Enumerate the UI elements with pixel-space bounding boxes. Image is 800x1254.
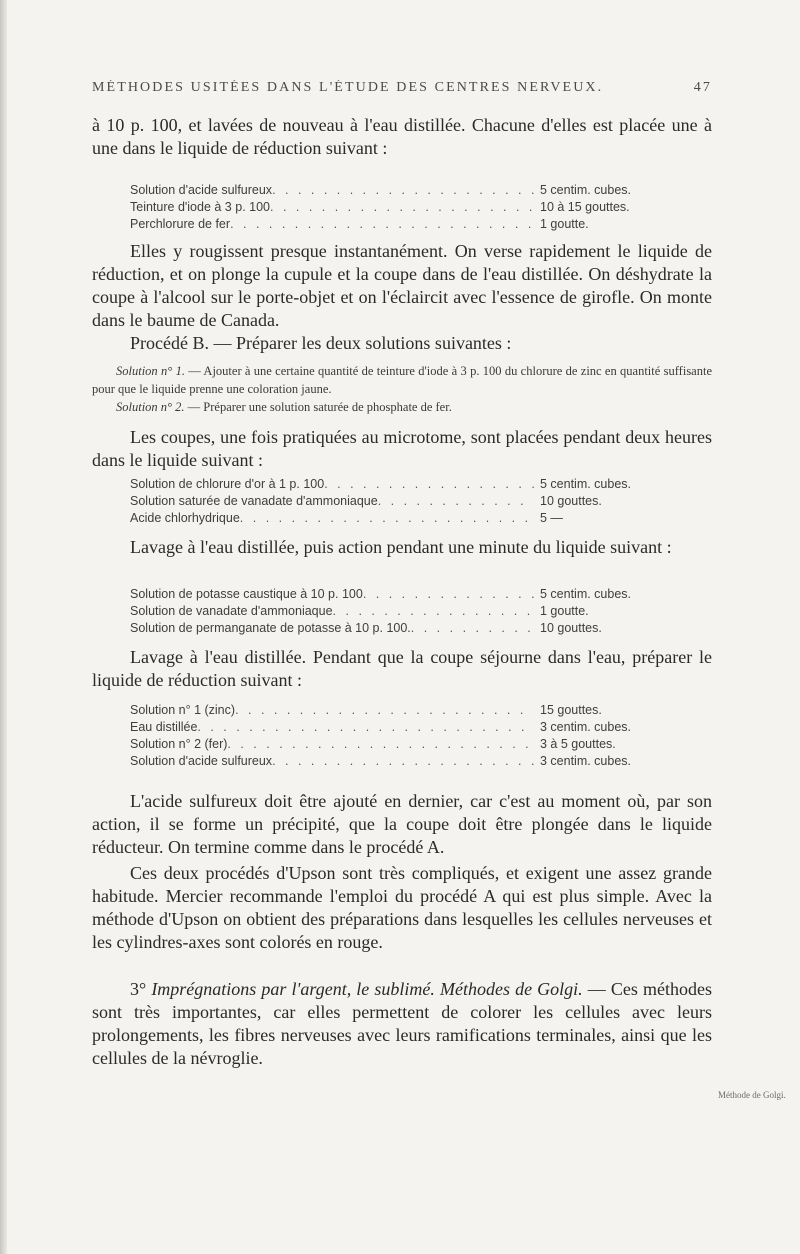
solution-2-label: Solution n° 2. [116, 400, 185, 414]
recipe-row [130, 510, 690, 527]
solution-2-note [92, 398, 712, 416]
paragraph-8: Ces deux procédés d'Upson sont très compliqués, et exigent une assez grande habitude. Mercier recommande l'emploi du procédé A qui est plus simple. Avec la méthode d'Upson on obtient des préparations dans lesquelles les cellules nerveuses et les cylindres-axes sont colorés en rouge. [92, 863, 712, 952]
recipe-row [130, 753, 690, 770]
recipe-quantity: 3 à 5 gouttes. [540, 737, 616, 751]
recipe-quantity: 1 goutte. [540, 217, 589, 231]
paragraph-4: Les coupes, une fois pratiquées au microtome, sont placées pendant deux heures dans le liquide suivant : [92, 427, 712, 470]
leader-dots [270, 199, 534, 216]
page-number: 47 [693, 80, 712, 95]
solution-1-label: Solution n° 1. [116, 364, 185, 378]
paragraph-3: Procédé B. — Préparer les deux solutions suivantes : [130, 333, 512, 353]
recipe-1 [130, 182, 690, 233]
recipe-ingredient: Solution saturée de vanadate d'ammoniaque [130, 494, 378, 508]
leader-dots [411, 620, 534, 637]
leader-dots [324, 476, 534, 493]
recipe-ingredient: Perchlorure de fer [130, 217, 231, 231]
recipe-row [130, 476, 690, 493]
paragraph-7: L'acide sulfureux doit être ajouté en dernier, car c'est au moment où, par son action, il se forme un précipité, que la coupe doit être plongée dans le liquide réducteur. On termine comme dans le procédé A. [92, 791, 712, 857]
recipe-row [130, 182, 690, 199]
recipe-ingredient: Solution d'acide sulfureux [130, 183, 273, 197]
leader-dots [197, 719, 534, 736]
running-head [92, 80, 712, 96]
recipe-row [130, 199, 690, 216]
leader-dots [227, 736, 534, 753]
recipe-ingredient: Solution n° 1 (zinc) [130, 703, 236, 717]
recipe-quantity: 5 centim. cubes. [540, 183, 632, 197]
recipe-quantity: 10 à 15 gouttes. [540, 200, 630, 214]
leader-dots [272, 182, 534, 199]
recipe-quantity: 5 — [540, 511, 563, 525]
recipe-ingredient: Solution de chlorure d'or à 1 p. 100 [130, 477, 325, 491]
recipe-quantity: 10 gouttes. [540, 494, 602, 508]
paragraph-9-text: — Ces méthodes sont très importantes, car elles permettent de colorer les cellules avec leurs prolongements, les fibres nerveuses avec leurs ramifications terminales, ainsi que les cellules de la névroglie. [92, 979, 712, 1068]
margin-note: Méthode de Golgi. [718, 1090, 786, 1100]
leader-dots [378, 493, 534, 510]
solution-2-text: — Préparer une solution saturée de phosphate de fer. [187, 400, 452, 414]
recipe-row [130, 493, 690, 510]
recipe-ingredient: Acide chlorhydrique [130, 511, 240, 525]
recipe-ingredient: Solution de potasse caustique à 10 p. 100 [130, 587, 363, 601]
recipe-quantity: 3 centim. cubes. [540, 754, 632, 768]
running-title: MÉTHODES USITÉES DANS L'ÉTUDE DES CENTRES NERVEUX. [92, 80, 604, 95]
leader-dots [230, 216, 534, 233]
recipe-quantity: 5 centim. cubes. [540, 477, 632, 491]
recipe-2 [130, 476, 690, 527]
recipe-quantity: 10 gouttes. [540, 621, 602, 635]
leader-dots [235, 702, 534, 719]
recipe-ingredient: Eau distillée [130, 720, 198, 734]
recipe-quantity: 15 gouttes. [540, 703, 602, 717]
paragraph-2: Elles y rougissent presque instantanément. On verse rapidement le liquide de réduction, et on plonge la cupule et la coupe dans de l'eau distillée. On déshydrate la coupe à l'alcool sur le porte-objet et on l'éclaircit avec l'essence de girofle. On monte dans le baume de Canada. [92, 241, 712, 330]
recipe-ingredient: Solution de vanadate d'ammoniaque [130, 604, 333, 618]
recipe-quantity: 1 goutte. [540, 604, 589, 618]
recipe-4 [130, 702, 690, 770]
paragraph-5: Lavage à l'eau distillée, puis action pendant une minute du liquide suivant : [130, 537, 672, 557]
recipe-3 [130, 586, 690, 637]
leader-dots [240, 510, 534, 527]
recipe-ingredient: Teinture d'iode à 3 p. 100 [130, 200, 270, 214]
section-number: 3° [130, 979, 147, 999]
recipe-ingredient: Solution d'acide sulfureux [130, 754, 273, 768]
leader-dots [272, 753, 534, 770]
recipe-row [130, 216, 690, 233]
section-heading: Imprégnations par l'argent, le sublimé. Méthodes de Golgi. [151, 979, 583, 999]
recipe-row [130, 736, 690, 753]
page-edge-shadow [0, 0, 7, 1254]
solution-1-text: — Ajouter à une certaine quantité de teinture d'iode à 3 p. 100 du chlorure de zinc en quantité suffisante pour que le liquide prenne une coloration jaune. [92, 364, 712, 396]
recipe-row [130, 719, 690, 736]
recipe-row [130, 702, 690, 719]
paragraph-9 [92, 978, 712, 1070]
leader-dots [363, 586, 534, 603]
leader-dots [333, 603, 534, 620]
recipe-ingredient: Solution de permanganate de potasse à 10 p. 100. [130, 621, 411, 635]
recipe-row [130, 586, 690, 603]
recipe-quantity: 5 centim. cubes. [540, 587, 632, 601]
recipe-row [130, 603, 690, 620]
solution-1-note [92, 362, 712, 398]
recipe-quantity: 3 centim. cubes. [540, 720, 632, 734]
recipe-ingredient: Solution n° 2 (fer) [130, 737, 228, 751]
recipe-row [130, 620, 690, 637]
paragraph-1: à 10 p. 100, et lavées de nouveau à l'eau distillée. Chacune d'elles est placée une à une dans le liquide de réduction suivant : [92, 115, 712, 158]
paragraph-6: Lavage à l'eau distillée. Pendant que la coupe séjourne dans l'eau, préparer le liquide de réduction suivant : [92, 647, 712, 690]
